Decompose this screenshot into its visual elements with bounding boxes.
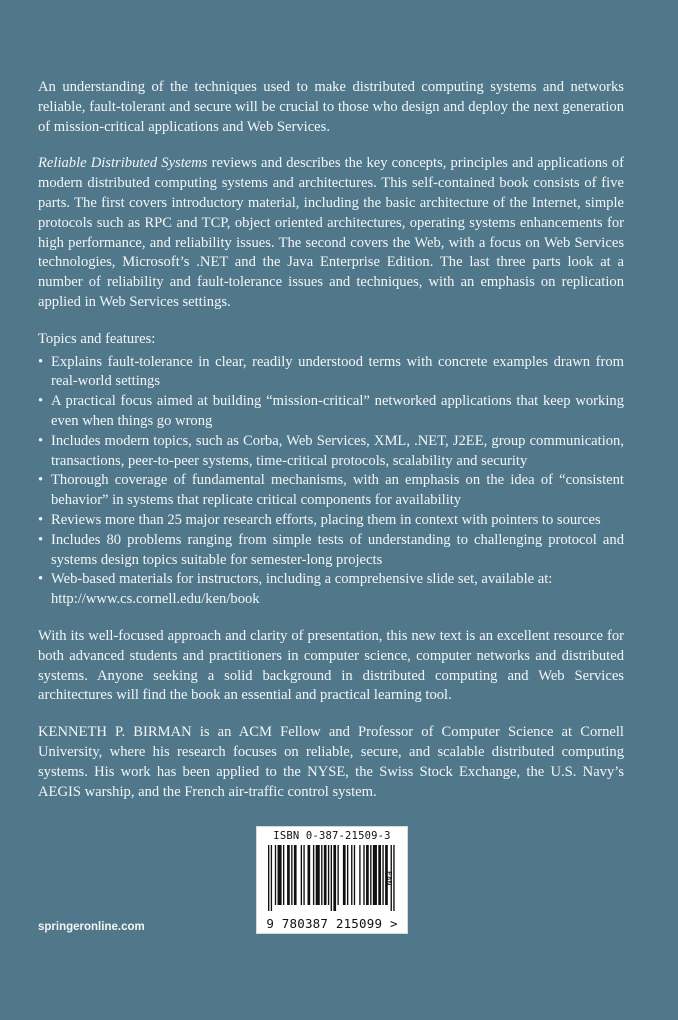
barcode-bar xyxy=(294,845,297,905)
barcode-bar xyxy=(271,845,272,911)
barcode-bar xyxy=(331,845,332,911)
barcode-bar xyxy=(287,845,290,905)
barcode-bar xyxy=(366,845,369,905)
bullet-icon: • xyxy=(38,353,44,370)
isbn-number: ISBN 0-387-21509-3 xyxy=(273,830,391,842)
closing-paragraph: With its well-focused approach and clarity of presentation, this new text is an excellent resource for both advanced students and practitioners in computer science, computer networks and distributed systems. Anyone seeking a solid background in distributed computing and Web Services architectures will find the book an essential and practical learning tool. xyxy=(38,627,624,704)
topics-heading: Topics and features: xyxy=(38,330,156,347)
feature-item: • Explains fault-tolerance in clear, readily understood terms with concrete examples drawn from real-world settings xyxy=(38,353,624,390)
publisher-url: springeronline.com xyxy=(38,921,145,933)
barcode-bar xyxy=(275,845,276,905)
description-paragraph xyxy=(38,154,624,312)
barcode-bar xyxy=(301,845,302,905)
barcode-bars xyxy=(268,845,396,911)
barcode-bar xyxy=(321,845,322,905)
barcode-bar xyxy=(307,845,310,905)
barcode-bar xyxy=(343,845,346,905)
barcode-bar xyxy=(268,845,269,911)
feature-item: • Includes modern topics, such as Corba, Web Services, XML, .NET, J2EE, group communication, transactions, peer-to-peer systems, time-critical protocols, scalability and security xyxy=(38,432,624,469)
ean-label: EAN xyxy=(384,871,393,886)
barcode-bar xyxy=(378,845,381,905)
feature-item: • A practical focus aimed at building “mission-critical” networked applications that keep working even when things go wrong xyxy=(38,393,624,429)
barcode-bar xyxy=(324,845,327,905)
bullet-icon: • xyxy=(38,393,44,410)
barcode-bar xyxy=(337,845,338,905)
barcode-bar xyxy=(303,845,304,905)
author-bio: KENNETH P. BIRMAN is an ACM Fellow and Professor of Computer Science at Cornell University, where his research focuses on reliable, secure, and scalable distributed computing systems. His work has been applied to the NYSE, the Swiss Stock Exchange, the U.S. Navy’s AEGIS warship, and the French air-traffic control system. xyxy=(38,724,624,800)
description-text: reviews and describes the key concepts, principles and applications of modern distributed computing systems and architectures. This self-contained book consists of five parts. The first covers introductory material, including the basic architecture of the Internet, simple protocols such as RPC and TCP, object oriented architectures, operating systems enhancements for high performance, and reliability issues. The second covers the Web, with a focus on Web Services technologies, Microsoft’s .NET and the Java Enterprise Edition. The last three parts look at a number of reliability and fault-tolerance issues and techniques, with an emphasis on replication applied in Web Services settings. xyxy=(38,155,624,310)
barcode-bar xyxy=(373,845,377,905)
barcode-bar xyxy=(283,845,284,905)
bullet-icon: • xyxy=(38,511,44,528)
barcode-bar xyxy=(328,845,329,905)
materials-url: http://www.cs.cornell.edu/ken/book xyxy=(51,591,260,608)
isbn-barcode xyxy=(256,826,408,934)
bullet-icon: • xyxy=(38,432,44,449)
bullet-icon: • xyxy=(38,571,44,588)
barcode-bar xyxy=(316,845,320,905)
intro-paragraph: An understanding of the techniques used to make distributed computing systems and networks reliable, fault-tolerant and secure will be crucial to those who design and deploy the next generation of mission-critical applications and Web Services. xyxy=(38,79,624,135)
barcode-bar xyxy=(347,845,348,905)
feature-item: • Thorough coverage of fundamental mechanisms, with an emphasis on the idea of “consistent behavior” in systems that replicate critical components for availability xyxy=(38,472,624,509)
barcode-digits: 9 780387 215099 > xyxy=(266,916,398,931)
features-list xyxy=(38,353,624,610)
barcode-bar xyxy=(351,845,352,905)
barcode-bar xyxy=(313,845,314,905)
feature-item: • Includes 80 problems ranging from simple tests of understanding to challenging protocol and systems design topics suitable for semester-long projects xyxy=(38,531,624,568)
barcode-bar xyxy=(291,845,292,905)
barcode-bar xyxy=(354,845,355,905)
feature-item: • Reviews more than 25 major research efforts, placing them in context with pointers to sources xyxy=(38,511,624,531)
bullet-icon: • xyxy=(38,472,44,489)
barcode-bar xyxy=(333,845,336,911)
feature-item: • Web-based materials for instructors, including a comprehensive slide set, available at: http://www.cs.cornell.edu/ken/book xyxy=(38,570,624,610)
barcode-bar xyxy=(278,845,282,905)
book-title: Reliable Distributed Systems xyxy=(38,155,208,172)
barcode-bar xyxy=(359,845,360,905)
barcode-bar xyxy=(370,845,371,905)
bullet-icon: • xyxy=(38,531,44,548)
barcode-bar xyxy=(363,845,364,905)
back-cover-text xyxy=(38,78,624,819)
barcode-bar xyxy=(393,845,394,911)
